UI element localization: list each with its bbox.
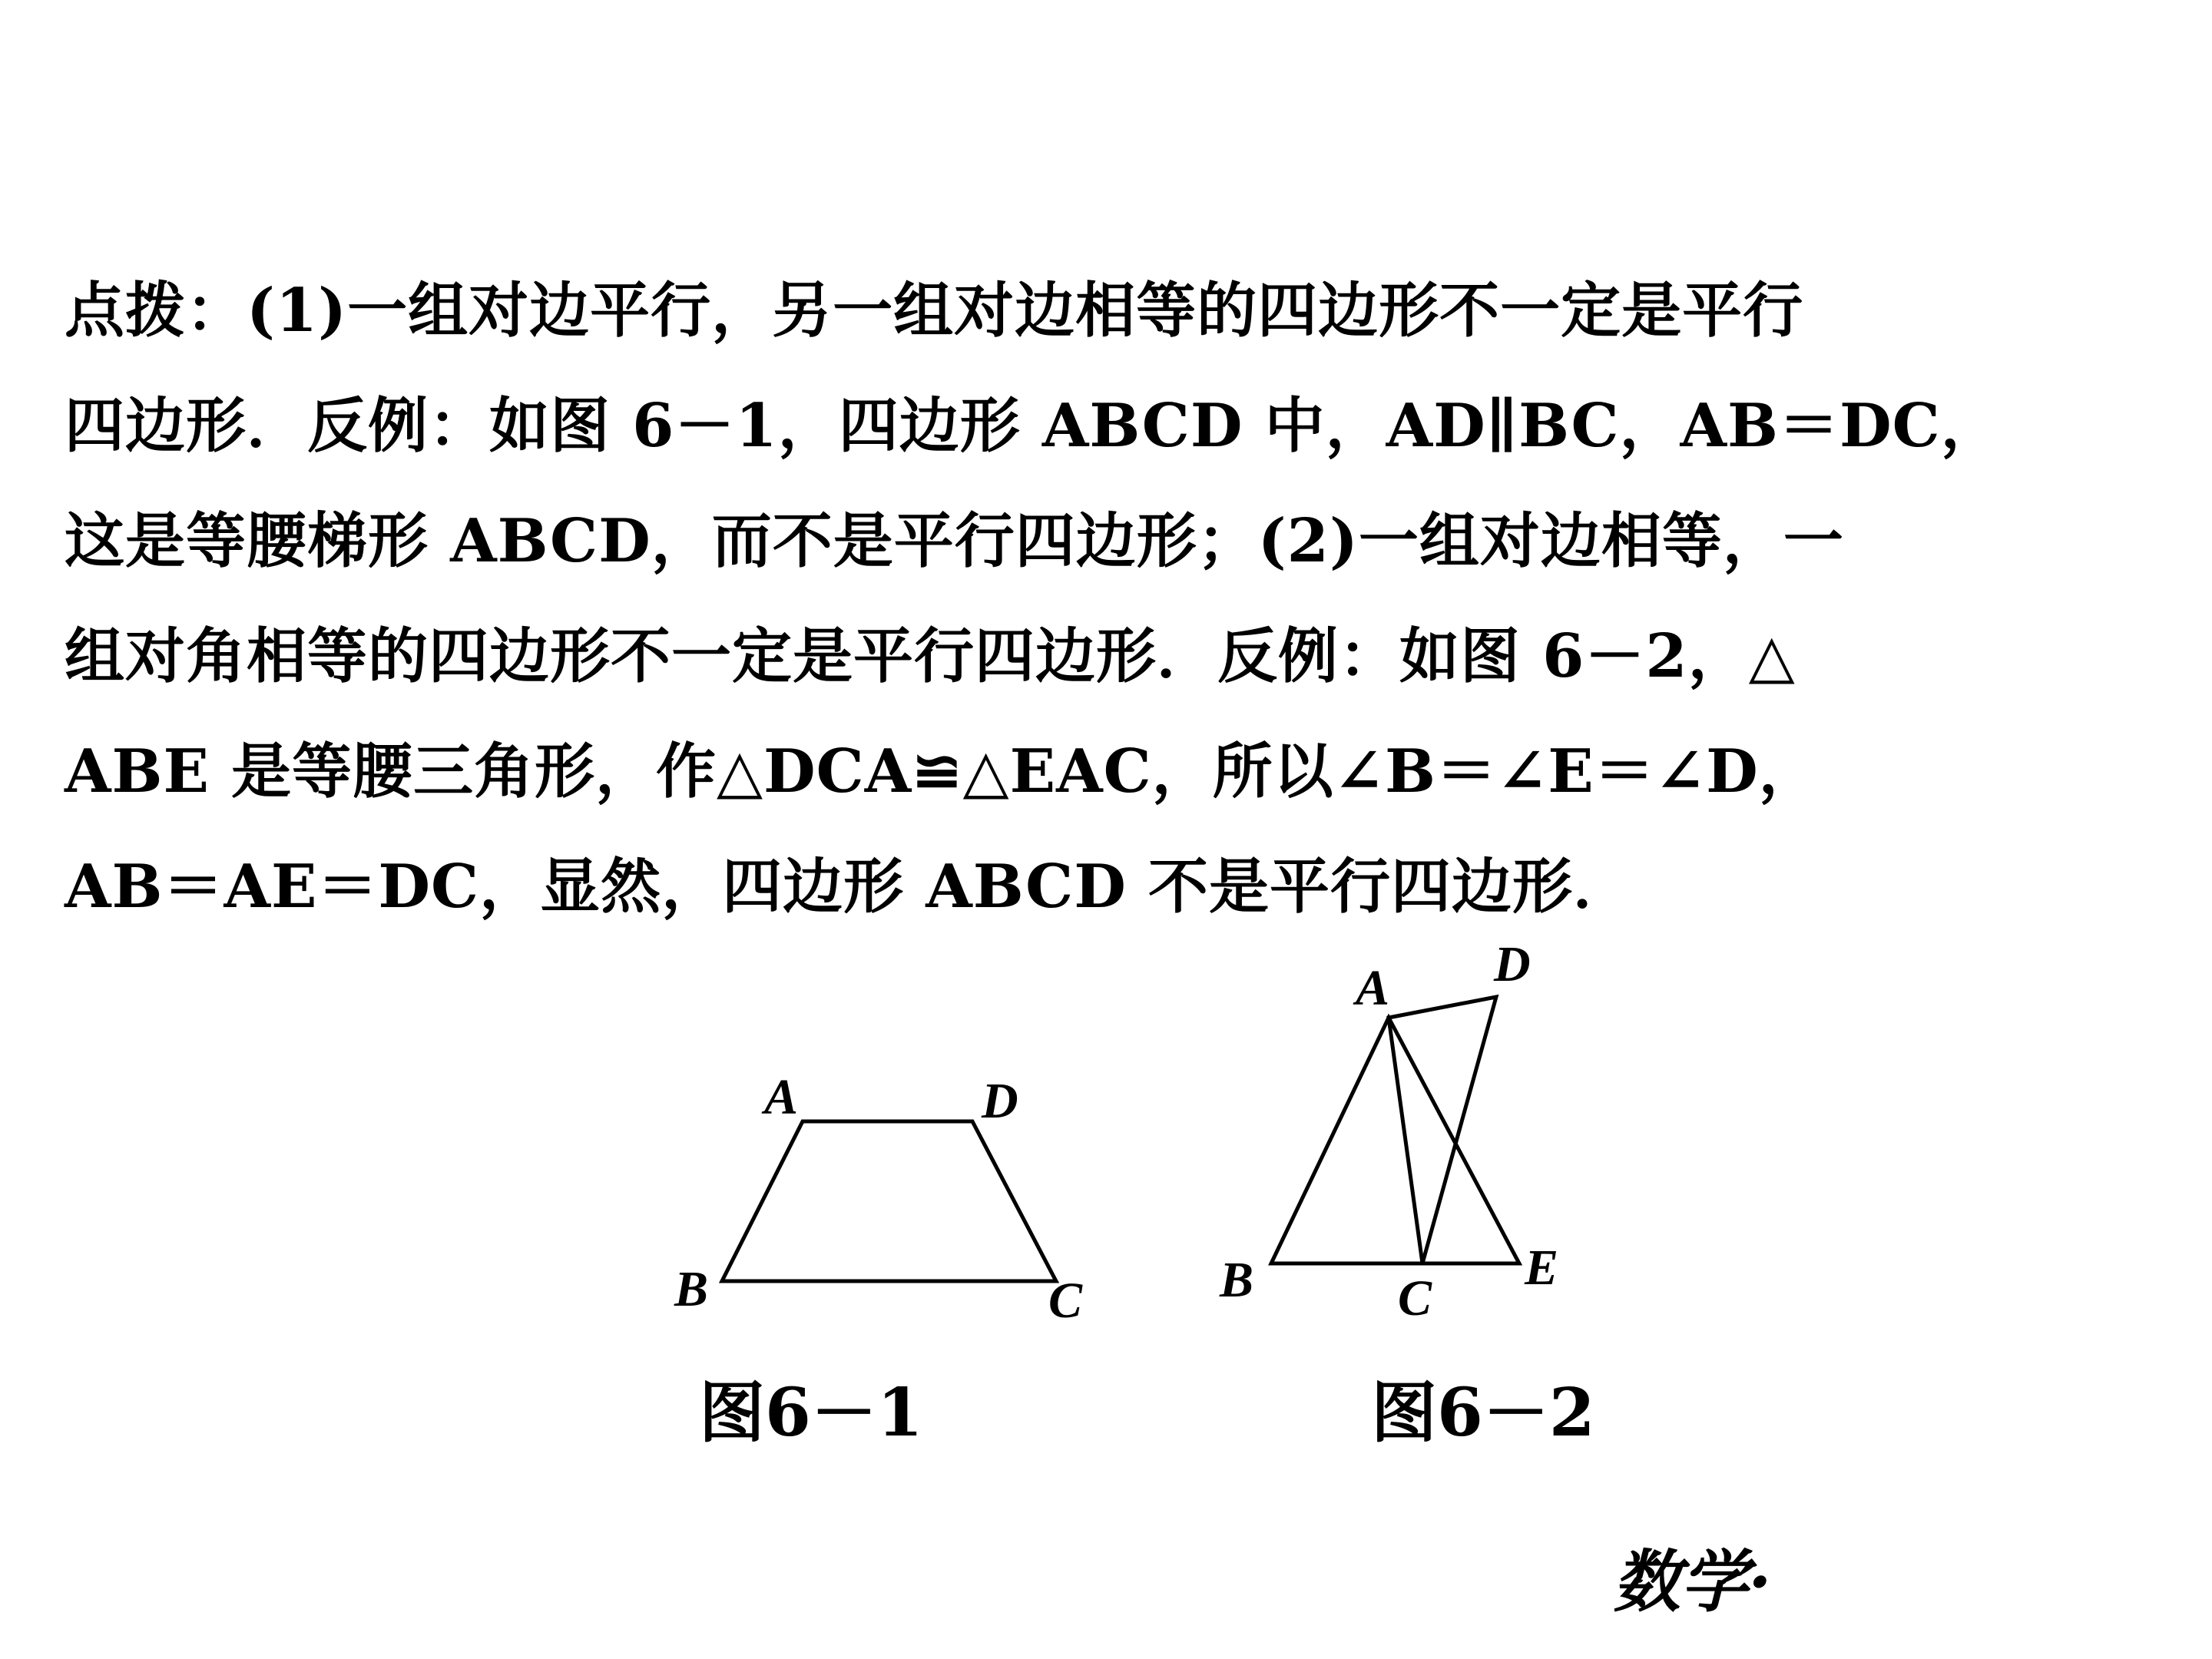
label-e: E (1525, 1240, 1559, 1296)
explanation-line-3: 这是等腰梯形 ABCD，而不是平行四边形；(2)一组对边相等，一 (65, 506, 1844, 576)
explanation-line-4: 组对角相等的四边形不一定是平行四边形．反例：如图 6－2，△ (65, 621, 1796, 691)
label-d: D (982, 1073, 1018, 1129)
label-a: A (1356, 960, 1390, 1016)
explanation-line-1: 点拨：(1)一组对边平行，另一组对边相等的四边形不一定是平行 (65, 276, 1804, 346)
figure-6-2-caption: 图6－2 (1371, 1374, 1595, 1452)
label-d: D (1494, 936, 1531, 992)
label-b: B (674, 1261, 709, 1317)
explanation-line-2: 四边形．反例：如图 6－1，四边形 ABCD 中，AD∥BC，AB＝DC， (65, 391, 2002, 461)
label-a: A (764, 1069, 799, 1125)
triangle-dca (1389, 997, 1496, 1263)
footer-subject: 数学· (1613, 1541, 1772, 1621)
label-c: C (1048, 1273, 1083, 1329)
explanation-line-6: AB＝AE＝DC，显然，四边形 ABCD 不是平行四边形． (65, 852, 1634, 922)
label-c: C (1398, 1270, 1432, 1326)
explanation-line-5: ABE 是等腰三角形，作△DCA≌△EAC，所以∠B＝∠E＝∠D， (65, 737, 1820, 806)
label-b: B (1220, 1252, 1254, 1308)
figure-6-1-caption: 图6－1 (699, 1374, 923, 1452)
